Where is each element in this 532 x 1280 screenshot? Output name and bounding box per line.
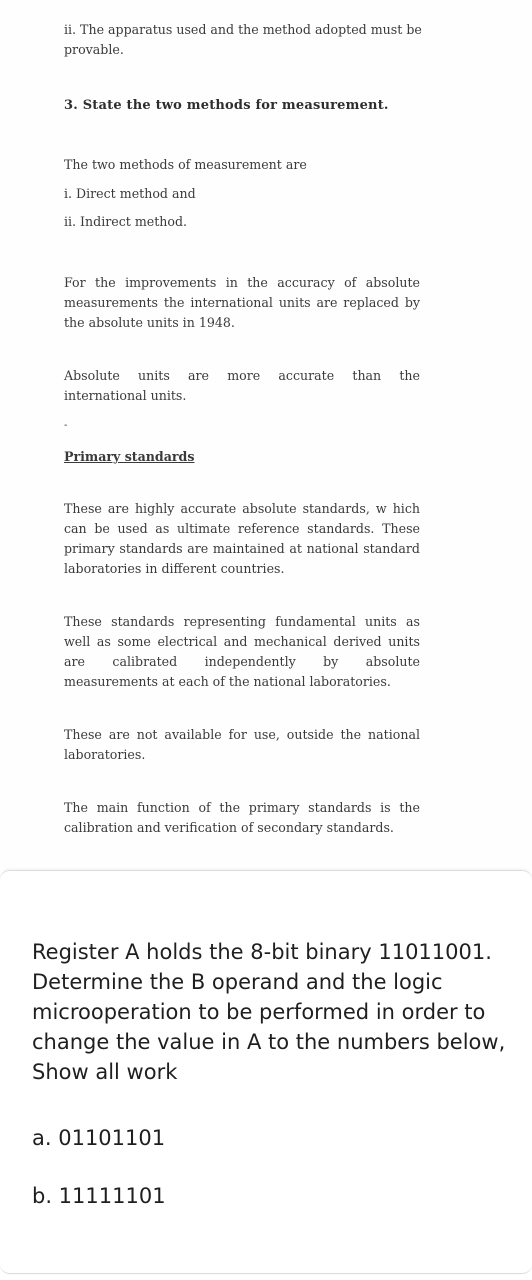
paragraph-absolute-units: Absolute units are more accurate than the international units. bbox=[64, 368, 420, 403]
method-indirect: ii. Indirect method. bbox=[64, 214, 188, 229]
provable-line: ii. The apparatus used and the method adopted must be provable. bbox=[64, 22, 422, 57]
paragraph-primary-1: These are highly accurate absolute standards, w hich can be used as ultimate reference standards. These primary standards are maintained at national standard laboratories in different countries. bbox=[64, 501, 420, 576]
option-b: b. 11111101 bbox=[32, 1184, 166, 1208]
method-direct: i. Direct method and bbox=[64, 186, 196, 201]
question-text: Register A holds the 8-bit binary 11011001. Determine the B operand and the logic microoperation to be performed in order to change the value in A to the numbers below, Show all work bbox=[32, 940, 506, 1084]
paragraph-primary-4: The main function of the primary standards is the calibration and verification of secondary standards. bbox=[64, 800, 420, 835]
paragraph-improvements: For the improvements in the accuracy of absolute measurements the international units are replaced by the absolute units in 1948. bbox=[64, 275, 420, 330]
methods-intro: The two methods of measurement are bbox=[64, 157, 307, 172]
paragraph-primary-3: These are not available for use, outside the national laboratories. bbox=[64, 727, 420, 762]
subheading-primary-standards: Primary standards bbox=[64, 449, 195, 464]
question-3-heading: 3. State the two methods for measurement. bbox=[64, 98, 389, 113]
dash-mark: - bbox=[64, 420, 68, 431]
option-a: a. 01101101 bbox=[32, 1126, 166, 1150]
question-card bbox=[0, 870, 532, 1274]
paragraph-primary-2: These standards representing fundamental units as well as some electrical and mechanical derived units are calibrated independently by absolute measurements at each of the national laboratories. bbox=[64, 614, 420, 689]
